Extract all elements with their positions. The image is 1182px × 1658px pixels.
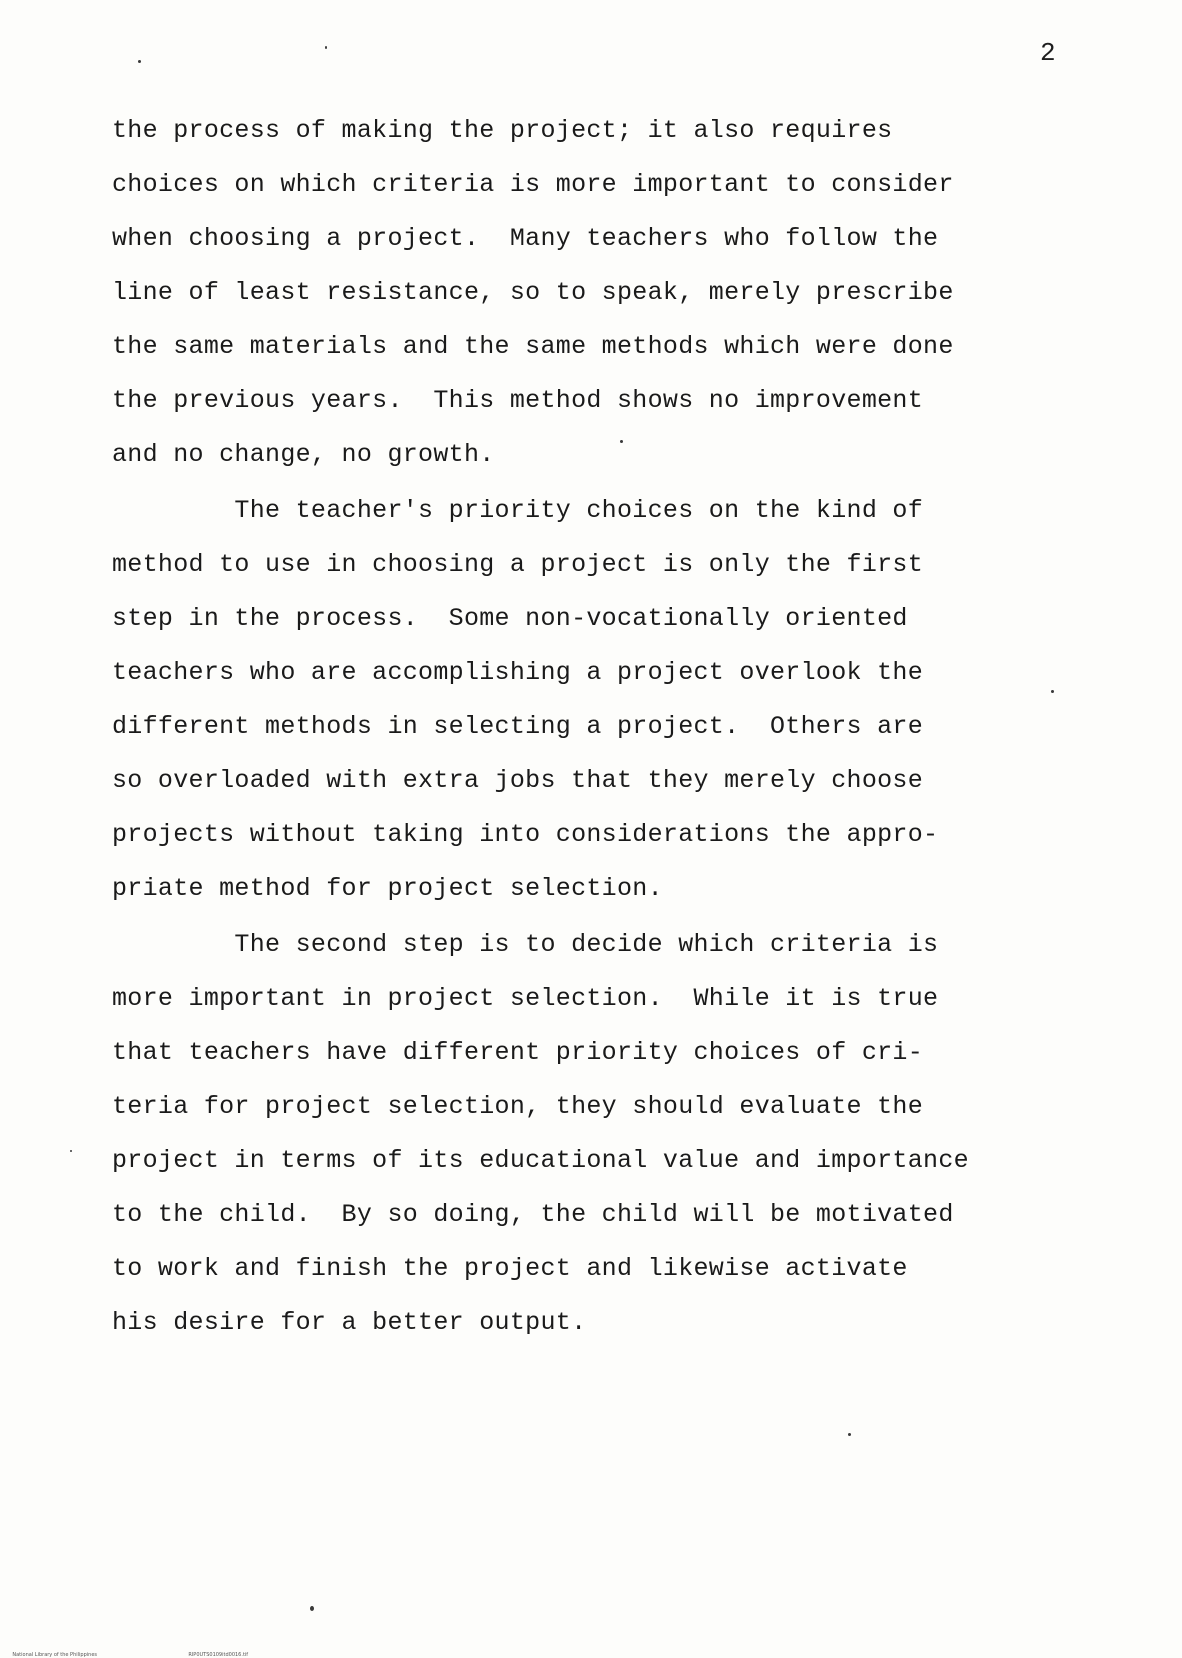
footer-file-id — [182, 1646, 248, 1658]
text-line: project in terms of its educational value and importance — [112, 1146, 969, 1175]
text-line: projects without taking into considerations the appro- — [112, 820, 939, 849]
text-line: to work and finish the project and likewise activate — [112, 1254, 908, 1283]
text-line: The second step is to decide which criteria is — [112, 930, 939, 959]
text-line: to the child. By so doing, the child will be motivated — [112, 1200, 954, 1229]
body-text — [112, 104, 1057, 1350]
text-line: the previous years. This method shows no improvement — [112, 386, 924, 415]
scan-speck — [325, 46, 327, 49]
footer-file-name: RIP0UTS0109itd0016.tif — [188, 1652, 249, 1658]
text-line: his desire for a better output. — [112, 1308, 587, 1337]
text-line: priate method for project selection. — [112, 874, 663, 903]
scan-speck — [620, 440, 623, 443]
scan-speck — [70, 1150, 72, 1152]
text-line: choices on which criteria is more important to consider — [112, 170, 954, 199]
scan-speck — [848, 1433, 851, 1436]
paragraph-3 — [112, 918, 1057, 1350]
scan-speck — [138, 60, 141, 63]
text-line: step in the process. Some non-vocationally oriented — [112, 604, 908, 633]
page-number: 2 — [1040, 38, 1056, 68]
text-line: that teachers have different priority choices of cri- — [112, 1038, 924, 1067]
footer-library-name: National Library of the Philippines — [12, 1652, 97, 1658]
text-line: so overloaded with extra jobs that they merely choose — [112, 766, 924, 795]
text-line: line of least resistance, so to speak, merely prescribe — [112, 278, 954, 307]
text-line: and no change, no growth. — [112, 440, 495, 469]
text-line: different methods in selecting a project. Others are — [112, 712, 924, 741]
text-line: method to use in choosing a project is only the first — [112, 550, 924, 579]
footer-library — [6, 1646, 97, 1658]
text-line: the process of making the project; it also requires — [112, 116, 893, 145]
paragraph-1 — [112, 104, 1057, 482]
text-line: teria for project selection, they should evaluate the — [112, 1092, 924, 1121]
text-line: The teacher's priority choices on the kind of — [112, 496, 924, 525]
text-line: when choosing a project. Many teachers who follow the — [112, 224, 939, 253]
text-line: more important in project selection. While it is true — [112, 984, 939, 1013]
scan-speck — [310, 1606, 314, 1611]
text-line: teachers who are accomplishing a project overlook the — [112, 658, 924, 687]
scan-speck — [1051, 690, 1054, 693]
paragraph-2 — [112, 484, 1057, 916]
text-line: the same materials and the same methods which were done — [112, 332, 954, 361]
